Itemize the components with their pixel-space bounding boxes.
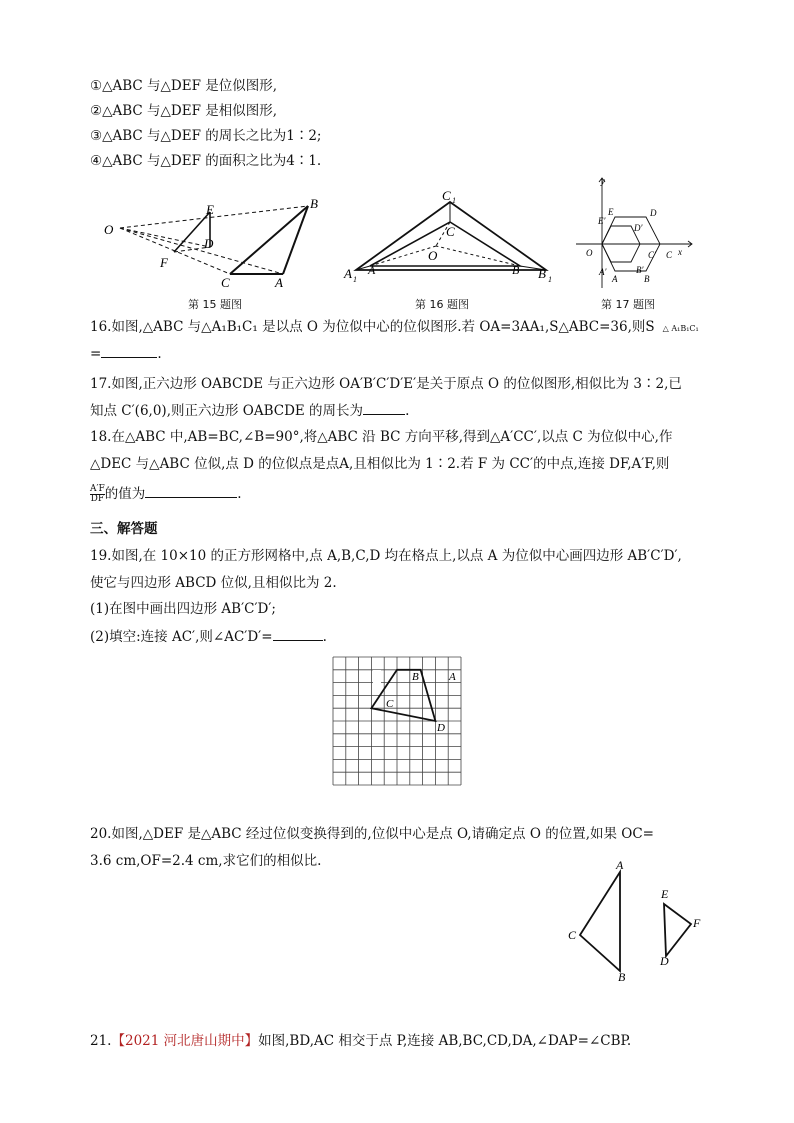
q19-part2-text: (2)填空:连接 AC′,则∠AC′D′= [90, 629, 273, 645]
fig16-label-a1: A [344, 266, 352, 281]
statement-3: ③△ABC 与△DEF 的周长之比为1∶2; [90, 128, 322, 144]
fig17-label-d: D [650, 208, 657, 218]
q17-line-2: 知点 C′(6,0),则正六边形 OABCDE 的周长为 . [90, 400, 409, 421]
question-21 [90, 1031, 631, 1051]
q16-text: 16.如图,△ABC 与△A₁B₁C₁ 是以点 O 为位似中心的位似图形.若 OA=3AA₁,S△ABC=36,则S [90, 319, 655, 335]
grid-label-d: D [437, 722, 445, 734]
q16-subscript: △ A₁B₁C₁ [662, 324, 699, 333]
fig16-label-c: C [446, 224, 455, 239]
fig16-label-b: B [512, 263, 520, 277]
figure-17 [574, 174, 698, 294]
statement-4: ④△ABC 与△DEF 的面积之比为4∶1. [90, 153, 322, 169]
fig17-label-a: A [612, 274, 618, 284]
grid-label-c: C [386, 698, 394, 710]
q18-answer-blank[interactable] [145, 483, 237, 498]
fig17-label-b-prime: B′ [636, 265, 644, 275]
fig17-label-o: O [586, 248, 593, 258]
fig17-label-a-prime: A′ [599, 267, 607, 277]
fig20-label-b: B [618, 970, 626, 984]
figure-15 [100, 190, 330, 295]
q18-text: 的值为 [104, 486, 146, 502]
q20-line-1: 20.如图,△DEF 是△ABC 经过位似变换得到的,位似中心是点 O,请确定点 O 的位置,如果 OC= [90, 826, 654, 842]
q18-line-1: 18.在△ABC 中,AB=BC,∠B=90°,将△ABC 沿 BC 方向平移,得到△A′CC′,以点 C 为位似中心,作 [90, 429, 673, 445]
figure-16-caption: 第 16 题图 [415, 298, 469, 311]
fig20-label-e: E [661, 887, 669, 901]
fig17-label-c: C [666, 250, 673, 260]
fig16-sub-a1: 1 [353, 275, 357, 284]
question-16 [90, 317, 699, 339]
fig17-label-c-prime: C′ [648, 250, 656, 260]
q17-line-1: 17.如图,正六边形 OABCDE 与正六边形 OA′B′C′D′E′是关于原点 O 的位似图形,相似比为 3∶2,已 [90, 376, 682, 392]
fig17-label-e: E [608, 207, 614, 217]
fig16-label-c1: C [442, 188, 451, 203]
fig15-label-f: F [160, 255, 168, 270]
q18-fraction [90, 485, 105, 504]
figure-15-caption: 第 15 题图 [188, 298, 242, 311]
fig17-label-y: y [601, 176, 605, 186]
q21-number: 21. [90, 1033, 112, 1049]
fig15-label-c: C [221, 275, 230, 290]
q18-line-3: $\frac{A'F}{DF}$ 的值为 . [90, 484, 242, 504]
fig17-label-x: x [678, 247, 682, 257]
q16-equals: = [90, 346, 102, 362]
fig20-label-d: D [660, 954, 669, 968]
fig17-label-d-prime: D′ [634, 223, 643, 233]
fig15-label-d: D [204, 236, 214, 251]
q18-frac-num: A′F [90, 484, 105, 494]
q19-line-2: 使它与四边形 ABCD 位似,且相似比为 2. [90, 575, 337, 591]
section-heading-3: 三、解答题 [90, 521, 158, 537]
fig17-label-e-prime: E′ [598, 216, 606, 226]
q19-line-1: 19.如图,在 10×10 的正方形网格中,点 A,B,C,D 均在格点上,以点 A 为位似中心画四边形 AB′C′D′, [90, 548, 682, 564]
q16-answer-line: = . [90, 343, 162, 364]
figure-17-caption: 第 17 题图 [601, 298, 655, 311]
q16-answer-blank[interactable] [101, 343, 157, 358]
fig16-sub-b1: 1 [548, 275, 552, 284]
q18-frac-den: DF [90, 494, 105, 504]
fig15-label-b: B [310, 196, 318, 211]
figure-20 [560, 858, 710, 988]
figure-16 [342, 186, 562, 291]
q19-part-2: (2)填空:连接 AC′,则∠AC′D′= . [90, 626, 327, 647]
fig16-sub-c1: 1 [452, 196, 456, 205]
q21-text: 如图,BD,AC 相交于点 P,连接 AB,BC,CD,DA,∠DAP=∠CBP. [258, 1033, 632, 1049]
fig20-label-f: F [693, 916, 701, 930]
q18-line-2: △DEC 与△ABC 位似,点 D 的位似点是点A,且相似比为 1∶2.若 F 为 CC′的中点,连接 DF,A′F,则 [90, 456, 670, 472]
grid-figure-19[interactable] [333, 657, 461, 785]
q19-answer-blank[interactable] [273, 626, 323, 641]
fig15-label-e: E [206, 202, 214, 217]
fig15-label-o: O [104, 222, 114, 237]
grid-label-a: A [449, 671, 456, 683]
fig20-label-a: A [616, 858, 624, 872]
q17-answer-blank[interactable] [363, 400, 405, 415]
fig16-label-b1: B [538, 266, 546, 281]
fig17-label-b: B [644, 274, 650, 284]
q20-line-2: 3.6 cm,OF=2.4 cm,求它们的相似比. [90, 853, 322, 869]
grid-label-b: B [412, 671, 419, 683]
statement-2: ②△ABC 与△DEF 是相似图形, [90, 103, 278, 119]
q17-text: 知点 C′(6,0),则正六边形 OABCDE 的周长为 [90, 403, 364, 419]
fig15-label-a: A [275, 275, 283, 290]
statement-1: ①△ABC 与△DEF 是位似图形, [90, 78, 278, 94]
fig20-label-c: C [568, 928, 577, 942]
fig16-label-o: O [428, 248, 438, 263]
q19-part-1: (1)在图中画出四边形 AB′C′D′; [90, 601, 276, 617]
fig16-label-a: A [368, 263, 376, 277]
q21-source-tag: 【2021 河北唐山期中】 [111, 1033, 259, 1049]
